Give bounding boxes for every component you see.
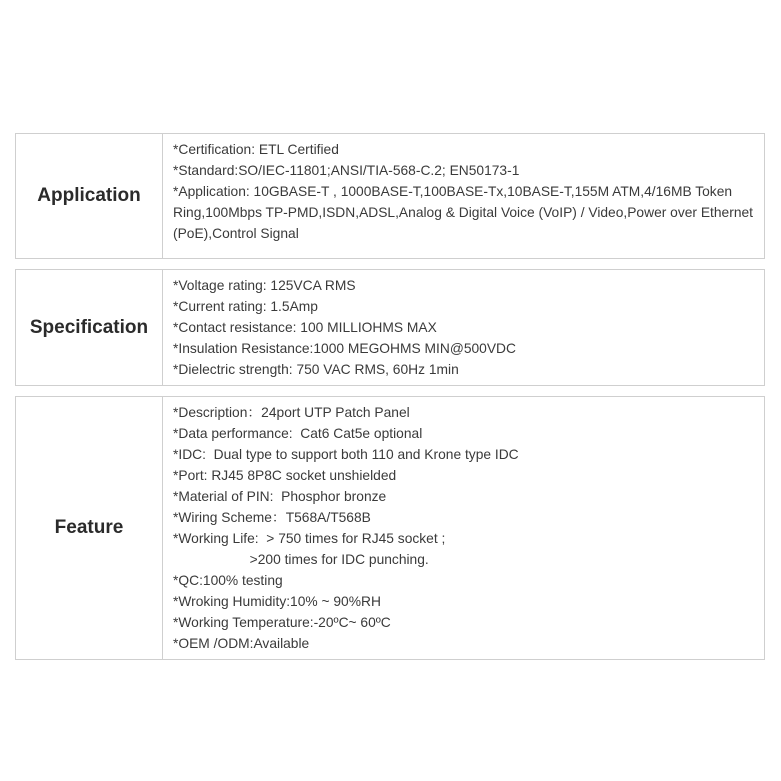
specification-line: *Current rating: 1.5Amp (173, 299, 318, 314)
feature-line: *Description：24port UTP Patch Panel (173, 405, 410, 420)
specification-content (163, 270, 764, 385)
application-line: *Certification: ETL Certified (173, 142, 339, 157)
specification-line: *Insulation Resistance:1000 MEGOHMS MIN@500VDC (173, 341, 516, 356)
feature-content (163, 397, 764, 659)
feature-line: *Wroking Humidity:10% ~ 90%RH (173, 594, 381, 609)
feature-line: *Working Temperature:-20ºC~ 60ºC (173, 615, 391, 630)
feature-line: *OEM /ODM:Available (173, 636, 310, 651)
specification-line: *Dielectric strength: 750 VAC RMS, 60Hz 1min (173, 362, 459, 377)
feature-line: >200 times for IDC punching. (173, 552, 429, 567)
specification-line: *Voltage rating: 125VCA RMS (173, 278, 356, 293)
application-line: *Application: 10GBASE-T , 1000BASE-T,100BASE-Tx,10BASE-T,155M ATM,4/16MB Token Ring,100Mbps TP-PMD,ISDN,ADSL,Analog & Digital Voice (VoIP) / Video,Power over Ethernet (PoE),Control Signal (173, 184, 757, 241)
feature-table (15, 396, 765, 660)
application-content (163, 134, 764, 258)
specification-line: *Contact resistance: 100 MILLIOHMS MAX (173, 320, 437, 335)
application-label: Application (16, 134, 163, 258)
feature-line: *Data performance: Cat6 Cat5e optional (173, 426, 423, 441)
specification-label: Specification (16, 270, 163, 385)
feature-label: Feature (16, 397, 163, 659)
feature-line: *Working Life: > 750 times for RJ45 socket ; (173, 531, 446, 546)
feature-line: *IDC: Dual type to support both 110 and Krone type IDC (173, 447, 519, 462)
feature-line: *Port: RJ45 8P8C socket unshielded (173, 468, 397, 483)
application-table (15, 133, 765, 259)
feature-line: *Material of PIN: Phosphor bronze (173, 489, 387, 504)
application-line: *Standard:SO/IEC-11801;ANSI/TIA-568-C.2; EN50173-1 (173, 163, 520, 178)
feature-line: *QC:100% testing (173, 573, 283, 588)
specification-table (15, 269, 765, 386)
feature-line: *Wiring Scheme：T568A/T568B (173, 510, 371, 525)
